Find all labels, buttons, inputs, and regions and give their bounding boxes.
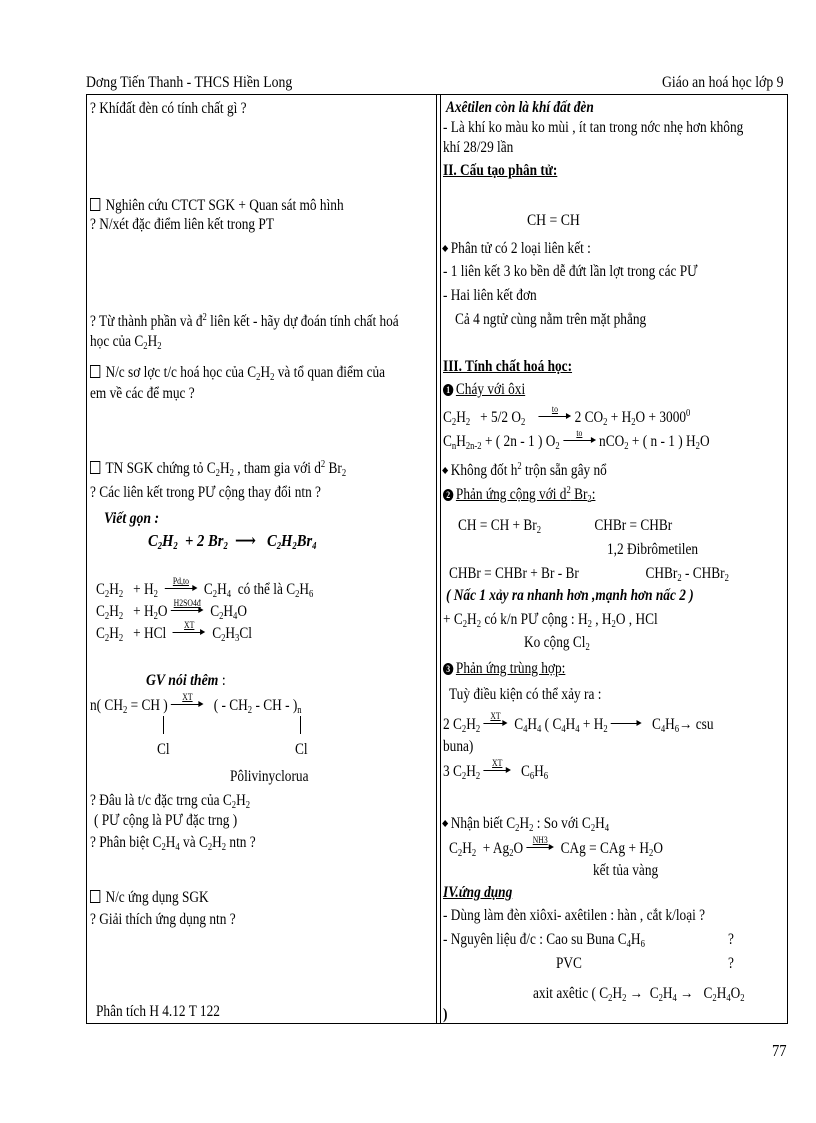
left-question-5-note: ( PƯ cộng là PƯ đặc trng )	[94, 812, 238, 829]
left-question-7: ? Giải thích ứng dụng ntn ?	[90, 911, 236, 928]
reaction-arrow: XT	[483, 762, 511, 776]
reaction-arrow	[611, 715, 642, 729]
checkbox-icon	[90, 198, 100, 211]
product-name: 1,2 Đibrômetilen	[607, 541, 699, 558]
chlorine-left: Cl	[157, 741, 170, 758]
reaction-arrow: XT	[173, 624, 206, 638]
column-divider	[436, 94, 437, 1024]
reaction-arrow: H2SO4đ	[171, 602, 204, 616]
bottom-rule	[86, 1023, 788, 1024]
left-border	[86, 94, 87, 1024]
application-1: - Dùng làm đèn xiôxi- axêtilen : hàn , cắt k/loại ?	[443, 907, 706, 924]
combustion-equation-1: $C_2H_2$ + 5/2 $O_2$ to 2 $CO_2 + H_2O + 3000^0$	[443, 404, 691, 428]
polymer-name: Pôlivinyclorua	[230, 768, 309, 785]
application-3-mark: ?	[728, 955, 734, 972]
bond-note-3: - Hai liên kết đơn	[443, 287, 537, 304]
number-3-icon: 3	[443, 663, 453, 675]
subsection-3: 3 Phản ứng trùng hợp:	[443, 660, 565, 678]
left-task-4: N/c ứng dụng SGK	[90, 889, 209, 907]
addition-note: ( Nấc 1 xảy ra nhanh hơn ,mạnh hơn nấc 2 )	[446, 587, 694, 604]
left-question-3: ? Từ thành phần và $đ^2$ liên kết - hãy dự đoán tính chất hoá	[90, 312, 399, 330]
left-task-3: TN SGK chứng tỏ $C_2H_2$ , tham gia với $d^2$ $Br_2$	[90, 460, 346, 478]
bullet-icon	[442, 245, 448, 252]
reaction-arrow: XT	[483, 715, 507, 729]
reaction-arrow: to	[539, 408, 572, 422]
equation-compact: $C_2H_2 + 2$ $Br_2$ ⟶ $C_2H_2Br_4$	[148, 531, 317, 552]
left-task-2: N/c sơ lợc t/c hoá học của $C_2H_2$ và tổ quan điểm của	[90, 364, 385, 382]
left-question-4: ? Các liên kết trong PƯ cộng thay đổi ntn ?	[90, 484, 321, 501]
application-2-mark: ?	[728, 931, 734, 948]
left-task-1: Nghiên cứu CTCT SGK + Quan sát mô hình	[90, 197, 344, 215]
bond-note-2: - 1 liên kết 3 ko bền dễ đứt lần lợt trong các PƯ	[443, 263, 698, 280]
identification-equation: $C_2H_2 + Ag_2O$ NH3 CAg = CAg + $H_2O$	[449, 835, 663, 859]
polymer-condition: Tuỳ điều kiện có thể xảy ra :	[449, 686, 602, 703]
bond-line-left	[163, 716, 164, 734]
addition-equation-2: CHBr = CHBr + Br - Br CHBr$_2$ - CHBr$_2$	[449, 565, 729, 584]
warning-note: Không đốt $h^2$ trộn sẵn gây nổ	[443, 462, 607, 480]
column-divider-2	[440, 94, 441, 1024]
equation-hydration: $C_2H_2 + H_2O$ H2SO4đ $C_2H_4O$	[96, 598, 247, 622]
number-2-icon: 2	[443, 489, 453, 501]
application-2: - Nguyên liệu đ/c : Cao su Buna $C_4H_6$	[443, 931, 645, 950]
application-3: PVC	[556, 955, 582, 972]
application-4: axit axêtic ( $C_2H_2 \to C_2H_4 \to C_2H_4O_2$	[533, 985, 745, 1004]
reaction-arrow: Pd,to	[165, 580, 198, 594]
axetilen-title: Axêtilen còn là khí đất đèn	[446, 99, 594, 116]
chlorine-right: Cl	[295, 741, 308, 758]
left-task-2-cont: em về các để mục ?	[90, 385, 195, 402]
left-footer-note: Phân tích H 4.12 T 122	[96, 1003, 220, 1020]
bond-note-1: Phân tử có 2 loại liên kết :	[443, 240, 591, 258]
left-question-5: ? Đâu là t/c đặc trng của $C_2H_2$	[90, 792, 251, 811]
bond-note-4: Cả 4 ngtử cùng nằm trên mặt phẳng	[455, 311, 647, 328]
section-2-heading: II. Cấu tạo phân tử:	[443, 162, 558, 179]
header-rule	[86, 94, 788, 95]
identification-note: Nhận biết $C_2H_2$ : So với $C_2H_4$	[443, 815, 609, 833]
left-question-3-cont: học của $C_2H_2$	[90, 333, 162, 352]
property-line-1: - Là khí ko màu ko mùi , ít tan trong nớc nhẹ hơn không	[443, 119, 744, 136]
equation-hydrogenation: $C_2H_2 + H_2$ Pd,to $C_2H_4$ có thể là $C_2H_6$	[96, 576, 314, 600]
viet-gon-label: Viết gọn :	[104, 510, 160, 527]
equation-hcl: $C_2H_2$ + HCl XT $C_2H_3Cl$	[96, 620, 252, 644]
checkbox-icon	[90, 461, 100, 474]
dimerization-equation: 2 $C_2H_2$ XT $C_4H_4$ ( $C_4H_4 + H_2$ $C_4H_6\to$ csu	[443, 711, 714, 735]
application-4-close: )	[443, 1006, 448, 1023]
combustion-equation-2: $C_nH_{2n-2}$ + ( 2n - 1 ) $O_2$ to nCO$_2$ + ( n - 1 ) $H_2O$	[443, 428, 710, 452]
subsection-1: 1 Cháy với ôxi	[443, 381, 525, 399]
number-1-icon: 1	[443, 384, 453, 396]
gv-note: GV nói thêm :	[146, 672, 226, 689]
reaction-arrow: XT	[171, 696, 204, 710]
reaction-arrow: to	[563, 432, 596, 446]
bullet-icon	[442, 820, 448, 827]
right-border	[787, 94, 788, 1024]
bond-line-right	[300, 716, 301, 734]
trimerization-equation: 3 $C_2H_2$ XT $C_6H_6$	[443, 758, 549, 782]
header-left: Dơng Tiến Thanh - THCS Hiền Long	[86, 74, 293, 91]
addition-note-2: + $C_2H_2$ có k/n PƯ cộng : $H_2$ , $H_2O$ , HCl	[443, 611, 658, 630]
precipitate-note: kết tủa vàng	[593, 862, 659, 879]
property-line-2: khí 28/29 lần	[443, 139, 514, 156]
page-number: 77	[772, 1041, 787, 1060]
left-question-6: ? Phân biệt $C_2H_4$ và $C_2H_2$ ntn ?	[90, 834, 256, 853]
reaction-arrow: NH3	[526, 839, 554, 853]
section-3-heading: III. Tính chất hoá học:	[443, 358, 573, 375]
left-question-2: ? N/xét đặc điểm liên kết trong PT	[90, 216, 274, 233]
addition-equation-1: CH = CH + $Br_2$ CHBr = CHBr	[458, 517, 673, 536]
structure-formula: CH = CH	[527, 212, 580, 229]
polymerization-equation: n( $CH_2$ = CH ) XT ( - $CH_2$ - CH - )$_n$	[90, 692, 302, 716]
section-4-heading: IV.ứng dụng	[443, 884, 513, 901]
subsection-2: 2 Phản ứng cộng với $d^2$ $Br_2$:	[443, 486, 595, 504]
dimerization-cont: buna)	[443, 738, 474, 755]
left-question-1: ? Khíđất đèn có tính chất gì ?	[90, 100, 247, 117]
checkbox-icon	[90, 365, 100, 378]
checkbox-icon	[90, 890, 100, 903]
bullet-icon	[442, 467, 448, 474]
addition-note-3: Ko cộng $Cl_2$	[524, 634, 590, 653]
header-right: Giáo an hoá học lớp 9	[662, 74, 784, 91]
